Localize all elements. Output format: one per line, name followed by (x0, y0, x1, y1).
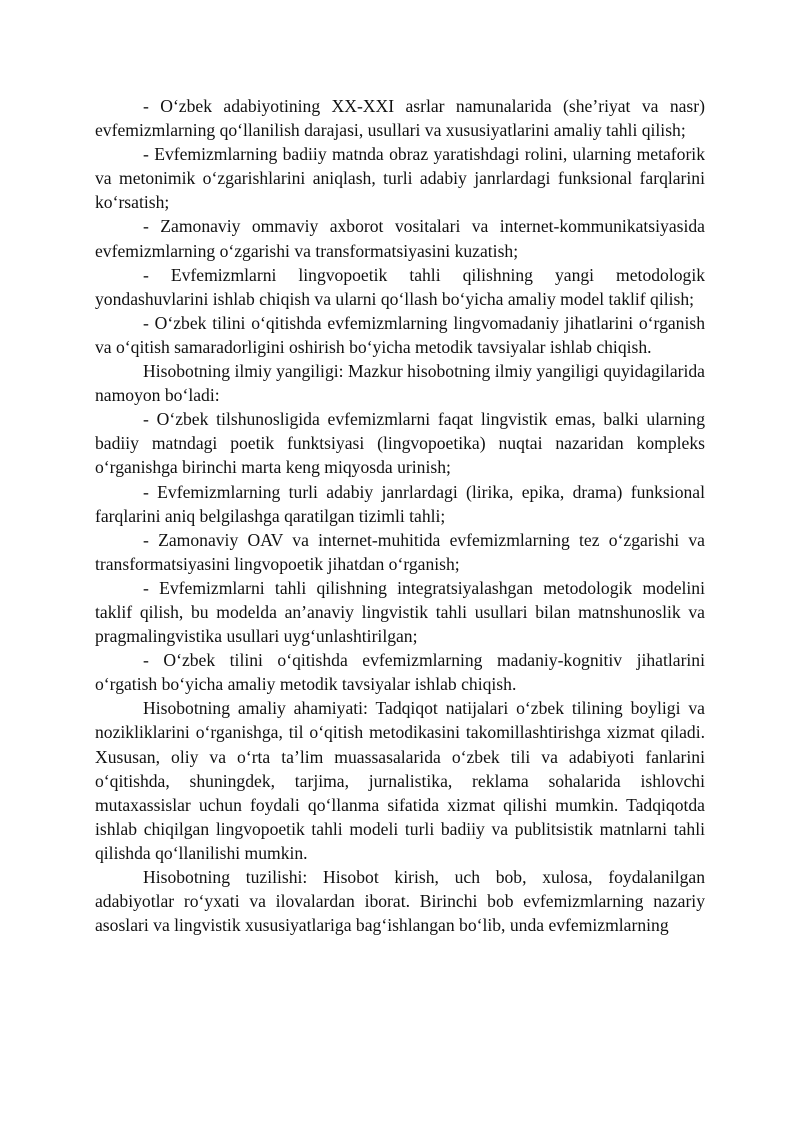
paragraph-report-structure: Hisobotning tuzilishi: Hisobot kirish, uch bob, xulosa, foydalanilgan adabiyotlar ro‘yxati va ilovalardan iborat. Birinchi bob evfemizmlarning nazariy asoslari va lingvistik xususiyatlariga bag‘ishlangan bo‘lib, unda evfemizmlarning (95, 867, 705, 936)
paragraph-media-transformation: - Zamonaviy ommaviy axborot vositalari va internet-kommunikatsiyasida evfemizmlarning o‘zgarishi va transformatsiyasini kuzatish; (95, 216, 705, 261)
paragraph-scientific-novelty: Hisobotning ilmiy yangiligi: Mazkur hisobotning ilmiy yangiligi quyidagilarida namoyon bo‘ladi: (95, 361, 705, 406)
paragraph-novelty-genres: - Evfemizmlarning turli adabiy janrlardagi (lirika, epika, drama) funksional farqlarini aniq belgilashga qaratilgan tizimli tahli; (95, 481, 705, 526)
document-page (95, 94, 705, 937)
paragraph-novelty-complex-study: - O‘zbek tilshunosligida evfemizmlarni faqat lingvistik emas, balki ularning badiiy matndagi poetik funktsiyasi (lingvopoetika) nuqtai nazaridan kompleks o‘rganishga birinchi marta keng miqyosda urinish; (95, 409, 705, 478)
paragraph-novelty-media: - Zamonaviy OAV va internet-muhitida evfemizmlarning tez o‘zgarishi va transformatsiyasini lingvopoetik jihatdan o‘rganish; (95, 529, 705, 574)
paragraph-imagery-role: - Evfemizmlarning badiiy matnda obraz yaratishdagi rolini, ularning metaforik va metonimik o‘zgarishlarini aniqlash, turli adabiy janrlardagi funksional farqlarini ko‘rsatish; (95, 144, 705, 213)
paragraph-analysis-literature: - O‘zbek adabiyotining XX-XXI asrlar namunalarida (she’riyat va nasr) evfemizmlarning qo‘llanilish darajasi, usullari va xususiyatlarini amaliy tahli qilish; (95, 96, 705, 141)
paragraph-novelty-teaching: - O‘zbek tilini o‘qitishda evfemizmlarning madaniy-kognitiv jihatlarini o‘rgatish bo‘yicha amaliy metodik tavsiyalar ishlab chiqish. (95, 650, 705, 695)
paragraph-teaching-recommendations: - O‘zbek tilini o‘qitishda evfemizmlarning lingvomadaniy jihatlarini o‘rganish va o‘qitish samaradorligini oshirish bo‘yicha metodik tavsiyalar ishlab chiqish. (95, 312, 705, 357)
paragraph-practical-significance: Hisobotning amaliy ahamiyati: Tadqiqot natijalari o‘zbek tilining boyligi va nozikliklarini o‘rganishga, til o‘qitish metodikasini takomillashtirishga xizmat qiladi. Xususan, oliy va o‘rta ta’lim muassasalarida o‘zbek tili va adabiyoti fanlarini o‘qitishda, shuningdek, tarjima, jurnalistika, reklama sohalarida ishlovchi mutaxassislar uchun foydali qo‘llanma sifatida xizmat qilishi mumkin. Tadqiqotda ishlab chiqilgan lingvopoetik tahli modeli turli badiiy va publitsistik matnlarni tahli qilishda qo‘llanilishi mumkin. (95, 698, 705, 863)
paragraph-novelty-integrated-model: - Evfemizmlarni tahli qilishning integratsiyalashgan metodologik modelini taklif qilish, bu modelda an’anaviy lingvistik tahli usullari bilan matnshunoslik va pragmalingvistika usullari uyg‘unlashtirilgan; (95, 577, 705, 647)
paragraph-methodology-model: - Evfemizmlarni lingvopoetik tahli qilishning yangi metodologik yondashuvlarini ishlab chiqish va ularni qo‘llash bo‘yicha amaliy model taklif qilish; (95, 264, 705, 309)
